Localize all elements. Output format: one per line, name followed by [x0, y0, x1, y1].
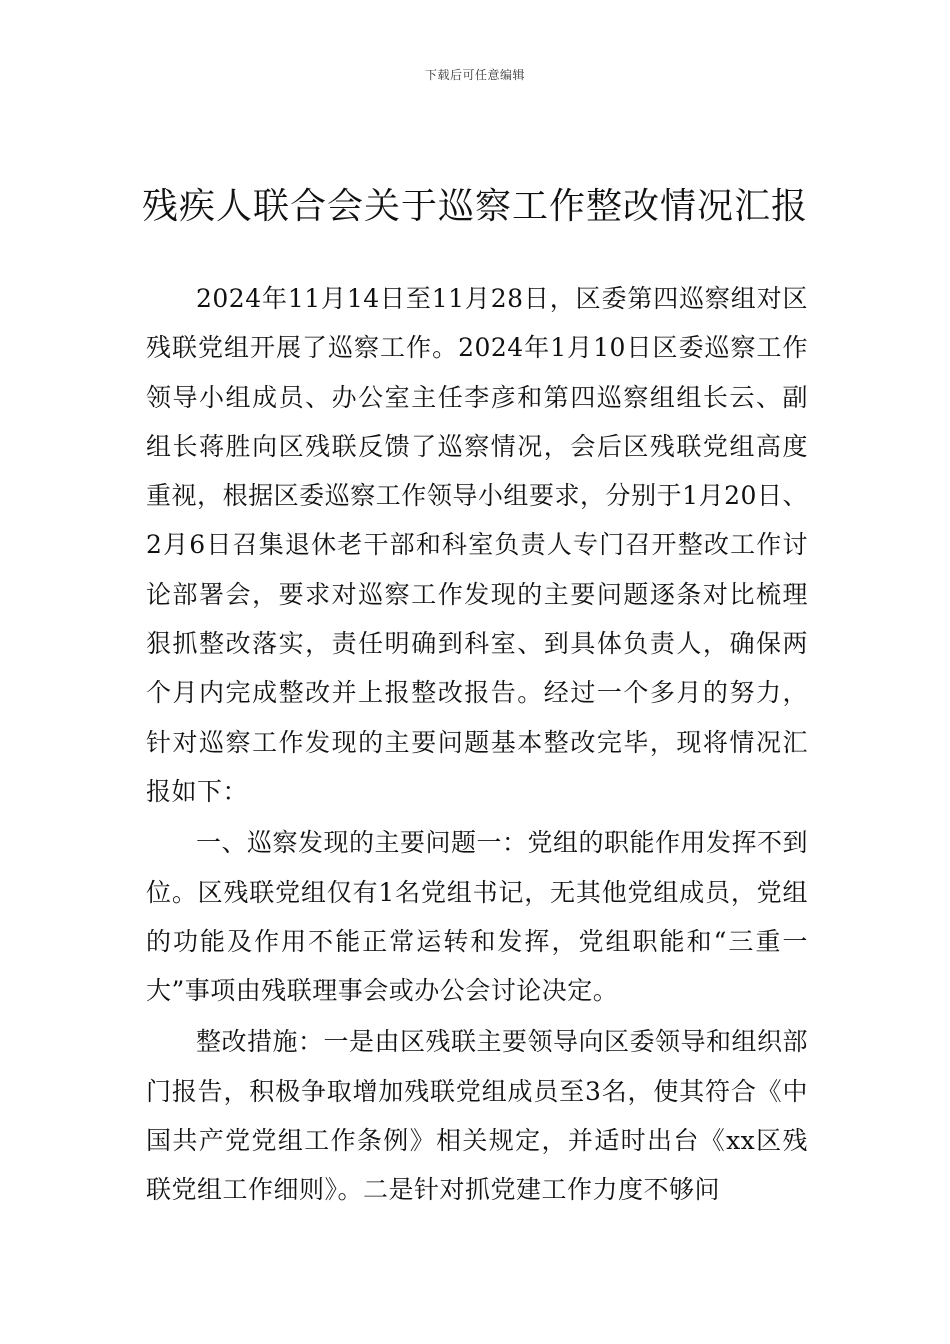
paragraph-intro: 2024年11月14日至11月28日，区委第四巡察组对区残联党组开展了巡察工作。2024年1月10日区委巡察工作领导小组成员、办公室主任李彦和第四巡察组组长云、副组长蒋胜向区残联反馈了巡察情况，会后区残联党组高度重视，根据区委巡察工作领导小组要求，分别于1月20日、2月6日召集退休老干部和科室负责人专门召开整改工作讨论部署会，要求对巡察工作发现的主要问题逐条对比梳理狠抓整改落实，责任明确到科室、到具体负责人，确保两个月内完成整改并上报整改报告。经过一个多月的努力，针对巡察工作发现的主要问题基本整改完毕，现将情况汇报如下： [146, 284, 808, 806]
document-body [146, 274, 808, 1217]
paragraph-rectification-measures: 整改措施：一是由区残联主要领导向区委领导和组织部门报告，积极争取增加残联党组成员至3名，使其符合《中国共产党党组工作条例》相关规定，并适时出台《xx区残联党组工作细则》。二是针对抓党建工作力度不够问 [146, 1027, 809, 1205]
paragraph-issue-one: 一、巡察发现的主要问题一：党组的职能作用发挥不到位。区残联党组仅有1名党组书记，无其他党组成员，党组的功能及作用不能正常运转和发挥，党组职能和“三重一大”事项由残联理事会或办公会讨论决定。 [146, 828, 809, 1006]
document-title: 残疾人联合会关于巡察工作整改情况汇报 [141, 186, 808, 227]
page-header-note: 下载后可任意编辑 [424, 68, 525, 82]
